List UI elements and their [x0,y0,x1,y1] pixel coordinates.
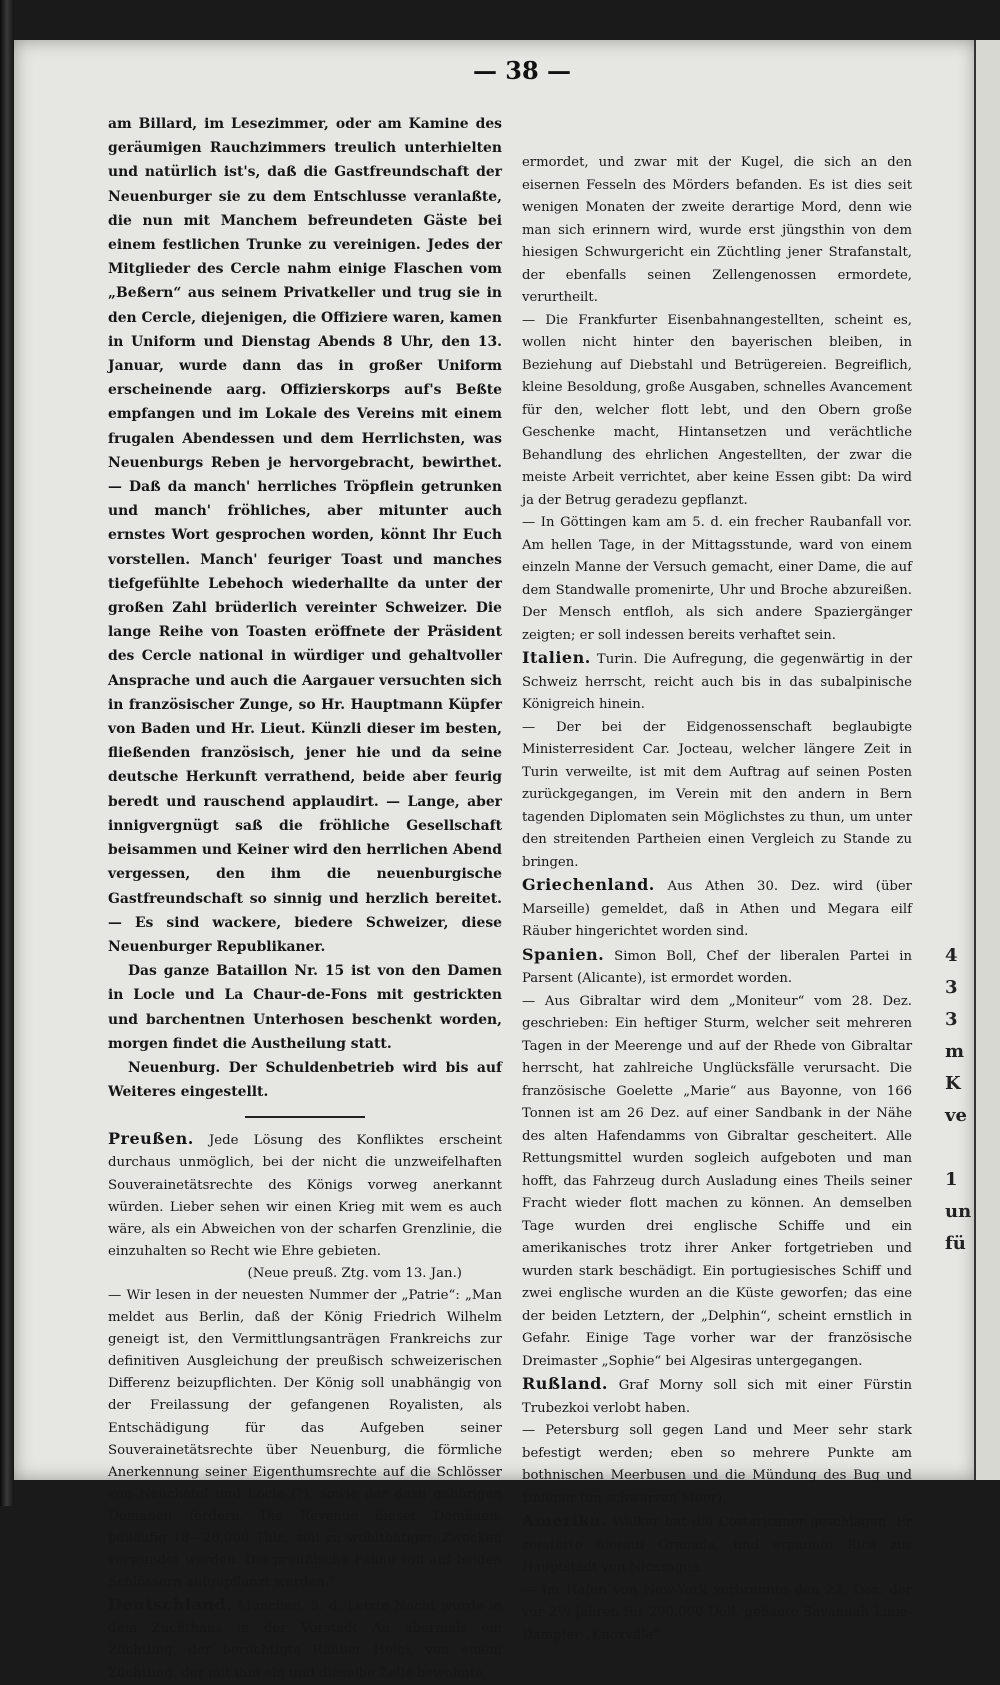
left-column [108,112,502,1685]
section-heading-italien: Italien. [522,648,591,667]
section-heading-spanien: Spanien. [522,944,605,964]
adjacent-page-fragment: 4 3 3 m K ve 1 un fü [945,945,972,1254]
article-paragraph: — Wir lesen in der neuesten Nummer der „Patrie“: „Man meldet aus Berlin, daß der König Friedrich Wilhelm geneigt ist, den Vermittlungsanträgen Frankreichs zur definitiven Ausgleichung der preußisch schweizerischen Differenz beizupflichten. Der König soll unabhängig von der Freilassung der gefangenen Royalisten, als Entschädigung für das Aufgeben seiner Souverainetätsrechte über Neuenburg, die förmliche Anerkennung seiner Eigenthumsrechte auf die Schlösser von Neuchatel und Locle (?), sowie der dazu gehörigen Domänen fordern. Die Revenue dieser Domänen, beiläufig 18—20,000 Thlr., soll zu wohlthätigen Zwecken verwendet werden. Die preußische Fahne soll auf beiden Schlössern aufgepflanzt werden.“ [108,1287,502,1591]
section-heading-russland: Rußland. [522,1374,608,1393]
section-heading-deutschland: Deutschland. [108,1595,233,1615]
scan-edge [0,0,14,1506]
article-source: (Neue preuß. Ztg. vom 13. Jan.) [247,1265,462,1281]
article-amerika: Amerika. Walker hat die Costaricaner geschlagen. Er zerstörte hierauf Granada, und ernannte Rica zur Hauptstadt von Nicaragua. [522,1511,912,1575]
article-paragraph: — Der bei der Eidgenossenschaft beglaubigte Ministerresident Car. Jocteau, welcher längere Zeit in Turin verweilte, ist mit dem Auftrag auf seinen Posten zurückgegangen, im Verein mit den andern in Bern tagenden Diplomaten sein Möglichstes zu thun, um unter den streitenden Partheien einen Vergleich zu Stande zu bringen. [522,719,912,870]
section-heading-preussen: Preußen. [108,1129,194,1149]
article-paragraph: — In Göttingen kam am 5. d. ein frecher Raubanfall vor. Am hellen Tage, in der Mittagsstunde, ward von einem einzeln Manne der Versuch gemacht, einer Dame, die auf dem Standwalle promenirte, Uhr und Broche abzureißen. Der Mensch entfloh, als sich andere Spaziergänger zeigten; er soll indessen bereits verhaftet sein. [522,515,912,643]
article-paragraph: ermordet, und zwar mit der Kugel, die sich an den eisernen Fesseln des Mörders befanden. Es ist dies seit wenigen Monaten der zweite derartige Mord, denn wie man sich erinnern wird, wurde erst jüngsthin von dem hiesigen Schwurgericht ein Züchtling jener Strafanstalt, der ebenfalls seinen Zellengenossen ermordete, verurtheilt. [522,155,912,305]
article-paragraph: — Im Hafen von New-York verbrannte den 22. Dez. der vor 2½ Jahren für 200,000 Doll. gebaute Savannah Linie-Dampfer „Knoxville“. [522,1582,912,1643]
page-number: — 38 — [472,56,572,85]
article-russland: Rußland. Graf Morny soll sich mit einer Fürstin Trubezkoi verlobt haben. [522,1374,912,1416]
article-spanien: Spanien. Simon Boll, Chef der liberalen Partei in Parsent (Alicante), ist ermordet worden. [522,944,912,986]
section-heading-griechenland: Griechenland. [522,875,655,894]
article-deutschland: Deutschland. München, 5. d. Letzte Nacht wurde in dem Zuchthaus in der Vorstadt Au abermals ein Züchtling, der berüchtigte Räuber Heigl, von einem Züchtling, der mit ihm ein und dieselbe Zelle bewohnte, [108,1595,503,1681]
article-paragraph: am Billard, im Lesezimmer, oder am Kamine des geräumigen Rauchzimmers treulich unterhielten und natürlich ist's, daß die Gastfreundschaft der Neuenburger sie zu dem Entschlusse veranlaßte, die nun mit Manchem befreundeten Gäste bei einem festlichen Trunke zu vereinigen. Jedes der Mitglieder des Cercle nahm einige Flaschen vom „Beßern“ aus seinem Privatkeller und trug sie in den Cercle, diejenigen, die Offiziere waren, kamen in Uniform und Dienstag Abends 8 Uhr, den 13. Januar, wurde dann das in großer Uniform erscheinende aarg. Offizierskorps auf's Beßte empfangen und im Lokale des Vereins mit einem frugalen Abendessen und dem Herrlichsten, was Neuenburgs Reben je hervorgebracht, bewirthet. — Daß da manch' herrliches Tröpflein getrunken und manch' fröhliches, aber mitunter auch ernstes Wort gesprochen worden, könnt Ihr Euch vorstellen. Manch' feuriger Toast und manches tiefgefühlte Lebehoch wiederhallte da unter der großen Zahl brüderlich vereinter Schweizer. Die lange Reihe von Toasten eröffnete der Präsident des Cercle national in würdiger und gehaltvoller Ansprache und auch die Aargauer versuchten sich in französischer Zunge, so Hr. Hauptmann Küpfer von Baden und Hr. Lieut. Künzli dieser im besten, fließenden französisch, jener hie und da seine deutsche Herkunft verrathend, beide aber feurig beredt und rauschend applaudirt. — Lange, aber innigvergnügt saß die fröhliche Gesellschaft beisammen und Keiner wird den herrlichen Abend vergessen, den ihm die neuenburgische Gastfreundschaft so sinnig und herzlich bereitet. — Es sind wackere, biedere Schweizer, diese Neuenburger Republikaner. [108,116,502,955]
adjacent-page-edge [974,40,1000,1480]
article-paragraph: — Aus Gibraltar wird dem „Moniteur“ vom 28. Dez. geschrieben: Ein heftiger Sturm, welcher seit mehreren Tagen in der Meerenge und auf der Rhede von Gibraltar herrscht, hat zahlreiche Unglücksfälle verursacht. Die französische Goelette „Marie“ aus Bayonne, von 166 Tonnen ist am 26 Dez. auf einer Sandbank in der Nähe des alten Hafendamms von Gibraltar gescheitert. Alle Rettungsmittel wurden sogleich aufgeboten und man hofft, das Fahrzeug durch Ausladung eines Theils seiner Fracht wieder flott machen zu können. An demselben Tage wurden drei englische Schiffe und ein amerikanisches trotz ihrer Anker fortgetrieben und wurden stark beschädigt. Ein portugiesisches Schiff und zwei englische wurden an die Küste geworfen; das eine der beiden Letztern, der „Delphin“, scheint ernstlich in Gefahr. Einige Tage vorher war der französische Dreimaster „Sophie“ bei Algesiras untergegangen. [522,993,912,1369]
article-paragraph: — Petersburg soll gegen Land und Meer sehr stark befestigt werden; eben so mehrere Punkte am bothnischen Meerbusen und die Mündung des Bug und Dnieper (im schwarzen Meer). [522,1423,912,1506]
section-divider [245,1116,365,1118]
article-preussen: Preußen. Jede Lösung des Konfliktes erscheint durchaus unmöglich, bei der nicht die unzweifelhaften Souverainetätsrechte des Königs vorweg anerkannt würden. Lieber sehen wir einen Krieg mit wem es auch wäre, als ein Abweichen von der scharfen Grenzlinie, die einzuhalten so Recht wie Ehre gebieten. [108,1129,502,1259]
right-column [522,152,912,1647]
article-griechenland: Griechenland. Aus Athen 30. Dez. wird (über Marseille) gemeldet, daß in Athen und Megara eilf Räuber hingerichtet worden sind. [522,875,912,939]
article-italien: Italien. Turin. Die Aufregung, die gegenwärtig in der Schweiz herrscht, reicht auch bis in das subalpinische Königreich hinein. [522,648,912,712]
article-paragraph: Neuenburg. Der Schuldenbetrieb wird bis auf Weiteres eingestellt. [108,1059,502,1101]
article-paragraph: — Die Frankfurter Eisenbahnangestellten, scheint es, wollen nicht hinter den bayerischen bleiben, in Beziehung auf Diebstahl und Betrügereien. Begreiflich, kleine Besoldung, große Ausgaben, schnelles Avancement für den, welcher flott lebt, und den Obern große Geschenke macht, Hintansetzen und verächtliche Behandlung des ehrlichen Angestellten, der zwar die meiste Arbeit verrichtet, aber keine Essen gibt: Da wird ja der Betrug geradezu gepflanzt. [522,312,912,508]
article-paragraph: Das ganze Bataillon Nr. 15 ist von den Damen in Locle und La Chaur-de-Fons mit gestrickten und barchentnen Unterhosen beschenkt worden, morgen findet die Austheilung statt. [108,963,502,1052]
section-heading-amerika: Amerika. [522,1511,608,1530]
